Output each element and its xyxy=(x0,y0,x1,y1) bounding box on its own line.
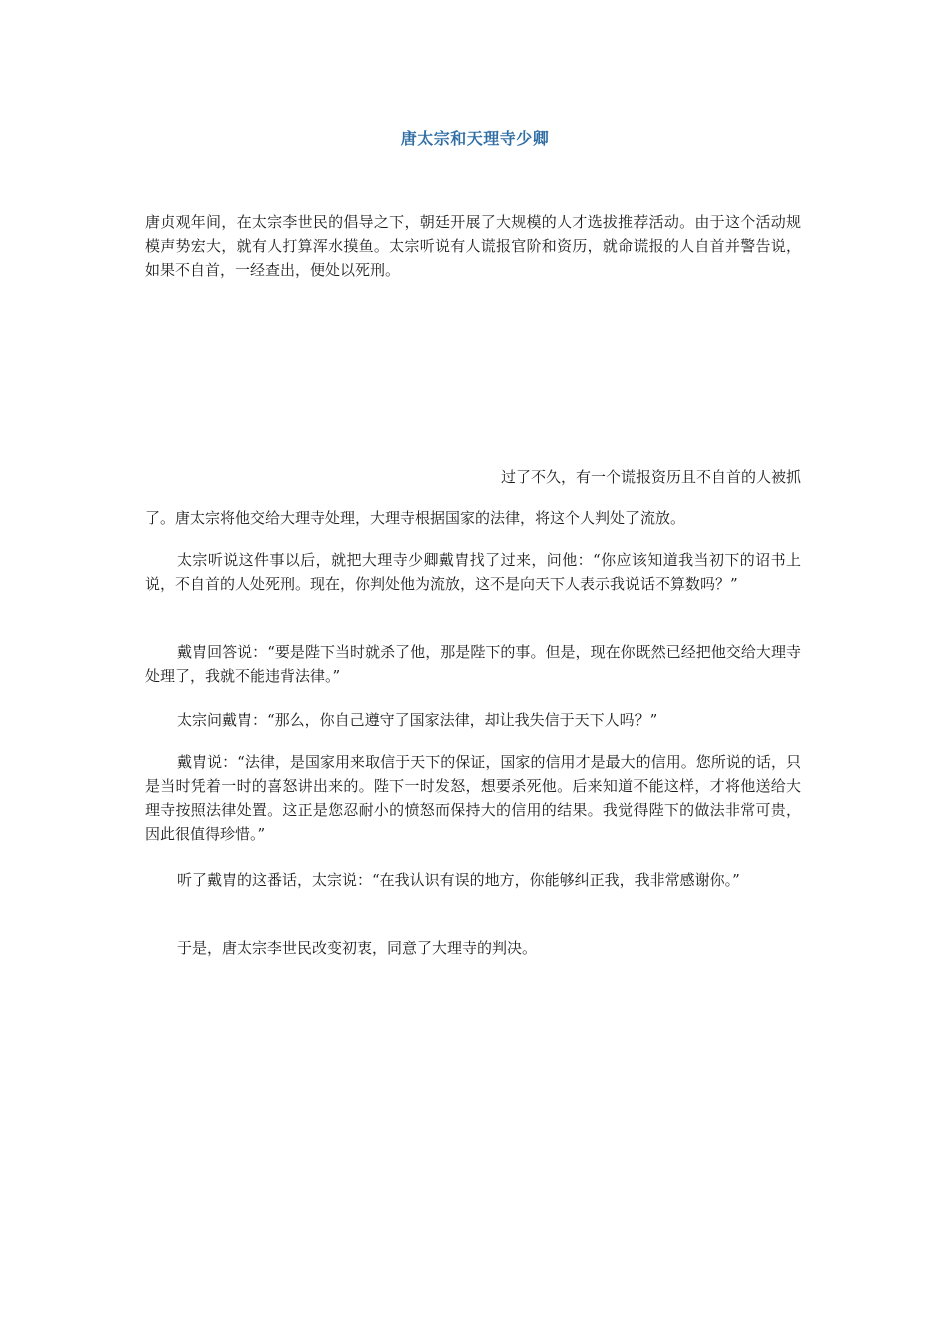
paragraph-3: 太宗听说这件事以后，就把大理寺少卿戴胄找了过来，问他：“你应该知道我当初下的诏书上说，不自首的人处死刑。现在，你判处他为流放，这不是向天下人表示我说话不算数吗？” xyxy=(145,551,801,593)
paragraph-4: 戴胄回答说：“要是陛下当时就杀了他，那是陛下的事。但是，现在你既然已经把他交给大理寺处理了，我就不能违背法律。” xyxy=(145,643,801,685)
paragraph-7: 听了戴胄的这番话，太宗说：“在我认识有误的地方，你能够纠正我，我非常感谢你。” xyxy=(177,871,740,889)
paragraph-2-part-1: 过了不久，有一个谎报资历且不自首的人被抓 xyxy=(500,468,801,486)
paragraph-6: 戴胄说：“法律，是国家用来取信于天下的保证，国家的信用才是最大的信用。您所说的话，只是当时凭着一时的喜怒讲出来的。陛下一时发怒，想要杀死他。后来知道不能这样，才将他送给大理寺按照法律处置。这正是您忍耐小的愤怒而保持大的信用的结果。我觉得陛下的做法非常可贵，因此很值得珍惜。” xyxy=(145,753,801,843)
paragraph-5: 太宗问戴胄：“那么，你自己遵守了国家法律，却让我失信于天下人吗？” xyxy=(177,711,658,729)
paragraph-2-part-2: 了。唐太宗将他交给大理寺处理，大理寺根据国家的法律，将这个人判处了流放。 xyxy=(145,509,686,527)
paragraph-1: 唐贞观年间，在太宗李世民的倡导之下，朝廷开展了大规模的人才选拔推荐活动。由于这个活动规模声势宏大，就有人打算浑水摸鱼。太宗听说有人谎报官阶和资历，就命谎报的人自首并警告说，如果不自首，一经查出，便处以死刑。 xyxy=(145,213,801,279)
document-title: 唐太宗和天理寺少卿 xyxy=(400,129,550,148)
paragraph-8: 于是，唐太宗李世民改变初衷，同意了大理寺的判决。 xyxy=(177,939,538,957)
